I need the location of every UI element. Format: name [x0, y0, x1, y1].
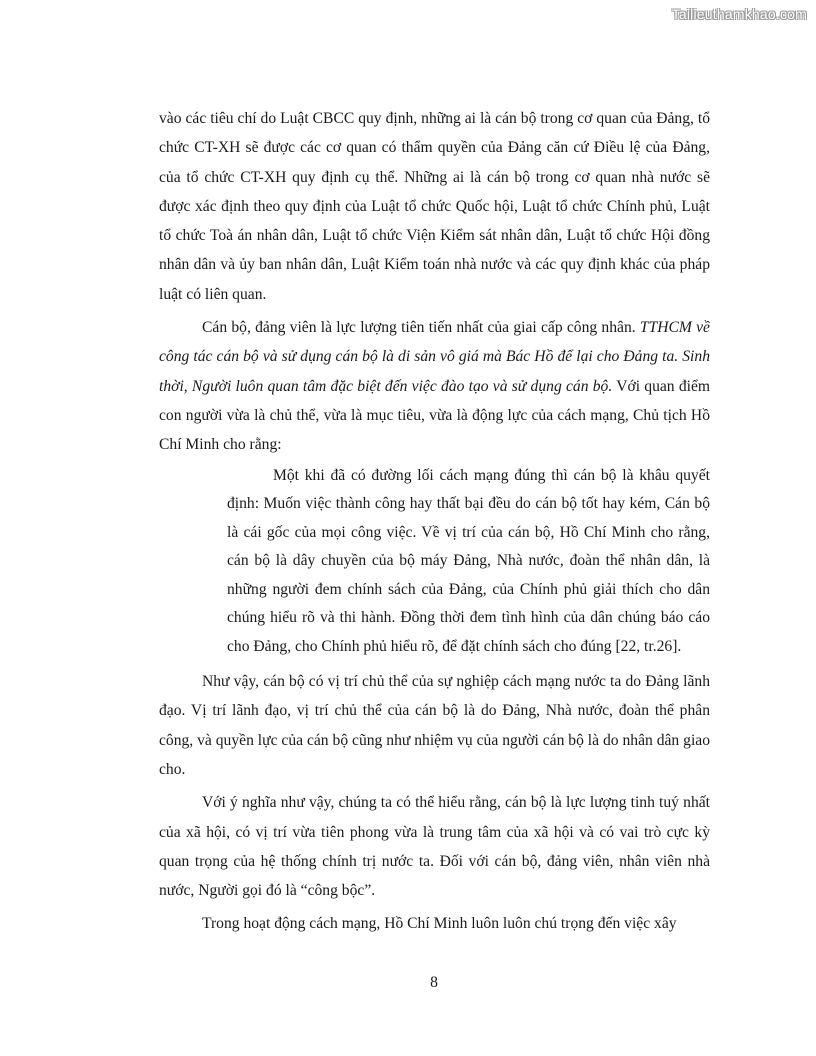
- paragraph-2-tail: Với quan điểm con người vừa là chủ thể, vừa là mục tiêu, vừa là động lực của cách mạng, Chủ tịch Hồ Chí Minh cho rằng:: [159, 377, 710, 454]
- paragraph-2-italic: TTHCM về công tác cán bộ và sử dụng cán bộ là di sản vô giá mà Bác Hồ để lại cho Đảng ta. Sinh thời, Người luôn quan tâm đặc biệt đến việc đào tạo và sử dụng cán bộ.: [159, 319, 710, 395]
- document-body: [159, 104, 710, 939]
- paragraph-1: vào các tiêu chí do Luật CBCC quy định, những ai là cán bộ trong cơ quan của Đảng, tổ chức CT-XH sẽ được các cơ quan có thẩm quyền của Đảng căn cứ Điều lệ của Đảng, của tổ chức CT-XH quy định cụ thể. Những ai là cán bộ trong cơ quan nhà nước sẽ được xác định theo quy định của Luật tổ chức Quốc hội, Luật tổ chức Chính phủ, Luật tổ chức Toà án nhân dân, Luật tổ chức Viện Kiểm sát nhân dân, Luật tổ chức Hội đồng nhân dân và ủy ban nhân dân, Luật Kiểm toán nhà nước và các quy định khác của pháp luật có liên quan.: [159, 110, 710, 303]
- paragraph-2: [159, 313, 710, 459]
- watermark-text: Tailieuthamkhao.com: [671, 6, 807, 22]
- page-number: 8: [430, 974, 438, 991]
- paragraph-5: Trong hoạt động cách mạng, Hồ Chí Minh luôn luôn chú trọng đến việc xây: [202, 915, 677, 933]
- block-quote: Một khi đã có đường lối cách mạng đúng thì cán bộ là khâu quyết định: Muốn việc thành công hay thất bại đều do cán bộ tốt hay kém, Cán bộ là cái gốc của mọi công việc. Về vị trí của cán bộ, Hồ Chí Minh cho rằng, cán bộ là dây chuyền của bộ máy Đảng, Nhà nước, đoàn thể nhân dân, là những người đem chính sách của Đảng, của Chính phủ giải thích cho dân chúng hiểu rõ và thi hành. Đồng thời đem tình hình của dân chúng báo cáo cho Đảng, cho Chính phủ hiểu rõ, để đặt chính sách cho đúng [22, tr.26].: [227, 466, 710, 655]
- paragraph-2-lead: Cán bộ, đảng viên là lực lượng tiên tiến nhất của giai cấp công nhân.: [202, 319, 640, 337]
- paragraph-4: Với ý nghĩa như vậy, chúng ta có thể hiểu rằng, cán bộ là lực lượng tinh tuý nhất của xã hội, có vị trí vừa tiên phong vừa là trung tâm của xã hội và có vai trò cực kỳ quan trọng của hệ thống chính trị nước ta. Đối với cán bộ, đảng viên, nhân viên nhà nước, Người gọi đó là “công bộc”.: [159, 794, 710, 900]
- paragraph-3: Như vậy, cán bộ có vị trí chủ thể của sự nghiệp cách mạng nước ta do Đảng lãnh đạo. Vị trí lãnh đạo, vị trí chủ thể của cán bộ là do Đảng, Nhà nước, đoàn thể phân công, và quyền lực của cán bộ cũng như nhiệm vụ của người cán bộ là do nhân dân giao cho.: [159, 673, 710, 778]
